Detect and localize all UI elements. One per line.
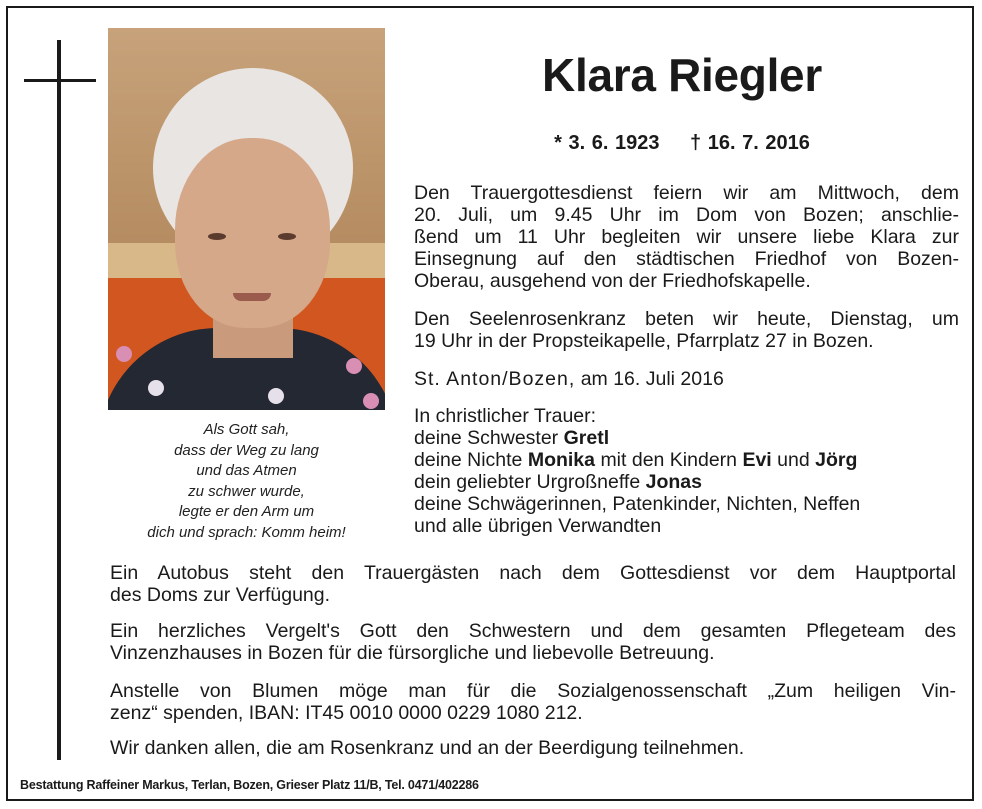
- cross-icon-bar: [24, 79, 96, 82]
- poem-line: dich und sprach: Komm heim!: [147, 523, 346, 541]
- text-line: Den Trauergottesdienst feiern wir am Mittwoch, dem: [414, 182, 959, 204]
- poem-line: dass der Weg zu lang: [174, 441, 319, 459]
- mourner-name: Jonas: [645, 471, 702, 493]
- cross-icon: [57, 40, 61, 760]
- place-date: [414, 368, 959, 390]
- portrait-photo: [108, 28, 385, 410]
- poem-line: Als Gott sah,: [203, 421, 290, 438]
- text-line: 19 Uhr in der Propsteikapelle, Pfarrplatz 27 in Bozen.: [414, 330, 874, 352]
- text-line: des Doms zur Verfügung.: [110, 584, 331, 606]
- mourner-name: Evi: [742, 449, 772, 471]
- text-line: Oberau, ausgehend von der Friedhofskapelle.: [414, 270, 811, 292]
- text-line: Den Seelenrosenkranz beten wir heute, Dienstag, um: [414, 308, 959, 330]
- birth-date: * 3. 6. 1923: [554, 132, 660, 154]
- rosary-paragraph: [414, 308, 959, 352]
- mourner-name: Gretl: [563, 427, 610, 449]
- text-line: Anstelle von Blumen möge man für die Sozialgenossenschaft „Zum heiligen Vin-: [110, 680, 956, 702]
- mourner-line: dein geliebter Urgroßneffe Jonas: [414, 471, 702, 493]
- text-line: Vinzenzhauses in Bozen für die fürsorgliche und liebevolle Betreuung.: [110, 642, 715, 664]
- mourner-line: und alle übrigen Verwandten: [414, 515, 662, 537]
- closing-line: Wir danken allen, die am Rosenkranz und an der Beerdigung teilnehmen.: [110, 737, 745, 759]
- mourner-name: Monika: [527, 449, 596, 471]
- funeral-home-footer: Bestattung Raffeiner Markus, Terlan, Bozen, Grieser Platz 11/B, Tel. 0471/402286: [20, 778, 479, 792]
- death-date: † 16. 7. 2016: [690, 132, 810, 154]
- thanks-paragraph: [110, 620, 956, 664]
- text-line: Einsegnung auf den städtischen Friedhof von Bozen-: [414, 248, 959, 270]
- poem: [108, 420, 385, 543]
- deceased-name: Klara Riegler: [542, 49, 822, 101]
- mourner-line: deine Nichte Monika mit den Kindern Evi und Jörg: [414, 449, 858, 471]
- text-line: Ein herzliches Vergelt's Gott den Schwestern und dem gesamten Pflegeteam des: [110, 620, 956, 642]
- service-paragraph: [414, 182, 959, 292]
- poem-line: und das Atmen: [196, 462, 297, 479]
- mourners-intro: In christlicher Trauer:: [414, 405, 597, 427]
- donation-paragraph: [110, 680, 956, 724]
- mourner-name: Jörg: [815, 449, 858, 471]
- place: St. Anton/Bozen,: [414, 368, 576, 390]
- bus-paragraph: [110, 562, 956, 606]
- mourners-list: [414, 405, 959, 537]
- text-line: Ein Autobus steht den Trauergästen nach dem Gottesdienst vor dem Hauptportal: [110, 562, 956, 584]
- date: am 16. Juli 2016: [580, 368, 724, 390]
- text-line: 20. Juli, um 9.45 Uhr im Dom von Bozen; anschlie-: [414, 204, 959, 226]
- text-line: zenz“ spenden, IBAN: IT45 0010 0000 0229 1080 212.: [110, 702, 583, 724]
- mourner-line: deine Schwägerinnen, Patenkinder, Nichten, Neffen: [414, 493, 861, 515]
- poem-line: legte er den Arm um: [178, 503, 315, 520]
- text-line: ßend um 11 Uhr begleiten wir unsere liebe Klara zur: [414, 226, 959, 248]
- life-dates: [412, 132, 952, 155]
- poem-line: zu schwer wurde,: [188, 482, 305, 500]
- mourner-line: deine Schwester Gretl: [414, 427, 610, 449]
